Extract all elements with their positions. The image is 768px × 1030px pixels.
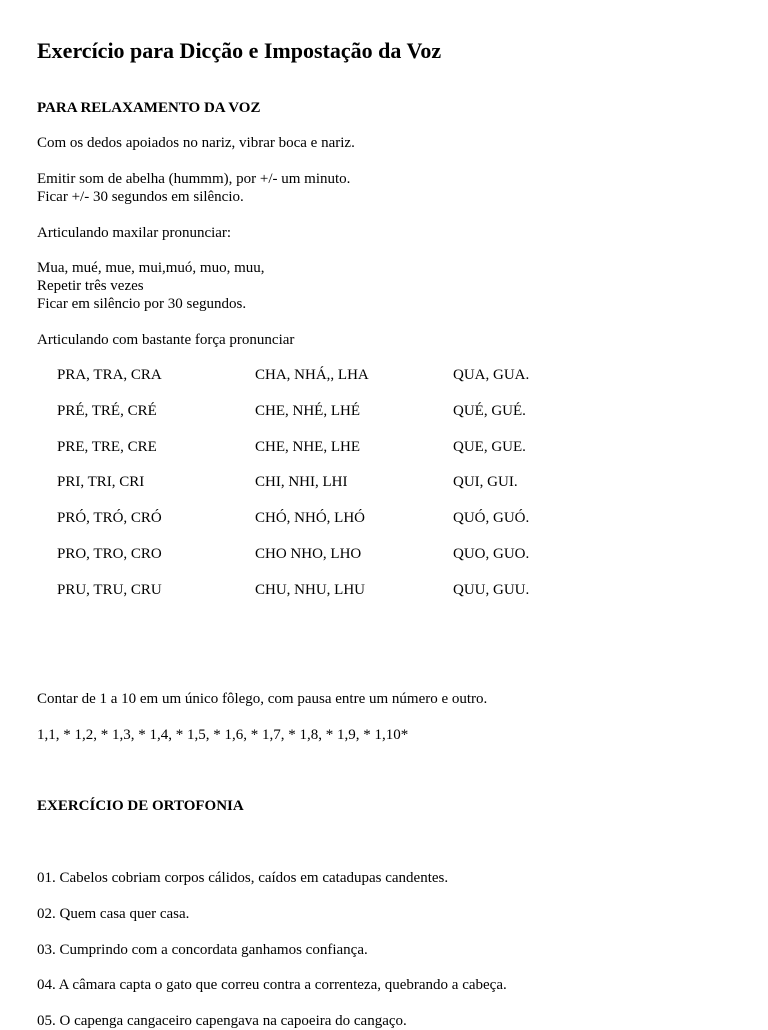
count-instruction: Contar de 1 a 10 em um único fôlego, com pausa entre um número e outro.	[37, 691, 488, 707]
syllable-cell: CHI, NHI, LHI	[255, 474, 348, 490]
phrase-item: 05. O capenga cangaceiro capengava na capoeira do cangaço.	[37, 1013, 407, 1029]
text-line: Repetir três vezes	[37, 278, 144, 294]
syllable-cell: QUI, GUI.	[453, 474, 518, 490]
text-line: Ficar +/- 30 segundos em silêncio.	[37, 189, 244, 205]
table-row	[57, 402, 657, 422]
phrase-item: 03. Cumprindo com a concordata ganhamos confiança.	[37, 942, 368, 958]
syllable-cell: PRU, TRU, CRU	[57, 582, 162, 598]
text-line: Com os dedos apoiados no nariz, vibrar boca e nariz.	[37, 135, 355, 151]
section-heading-relaxamento: PARA RELAXAMENTO DA VOZ	[37, 100, 261, 116]
text-line: Ficar em silêncio por 30 segundos.	[37, 296, 247, 312]
syllable-cell: QUÉ, GUÉ.	[453, 403, 526, 419]
syllable-cell: QUO, GUO.	[453, 546, 530, 562]
text-line: Emitir som de abelha (hummm), por +/- um minuto.	[37, 171, 351, 187]
table-row	[57, 438, 657, 458]
syllable-cell: CHA, NHÁ,, LHA	[255, 367, 369, 383]
table-row	[57, 581, 657, 601]
syllable-cell: QUA, GUA.	[453, 367, 530, 383]
phrase-item: 01. Cabelos cobriam corpos cálidos, caídos em catadupas candentes.	[37, 870, 449, 886]
table-row	[57, 509, 657, 529]
table-row	[57, 545, 657, 565]
syllable-cell: CHE, NHE, LHE	[255, 439, 360, 455]
syllable-cell: CHE, NHÉ, LHÉ	[255, 403, 360, 419]
syllable-cell: QUU, GUU.	[453, 582, 530, 598]
syllable-cell: CHU, NHU, LHU	[255, 582, 365, 598]
table-row	[57, 473, 657, 493]
table-row	[57, 366, 657, 386]
text-line: Articulando maxilar pronunciar:	[37, 225, 232, 241]
syllable-cell: PRÉ, TRÉ, CRÉ	[57, 403, 157, 419]
syllable-cell: PRO, TRO, CRO	[57, 546, 162, 562]
text-line: Mua, mué, mue, mui,muó, muo, muu,	[37, 260, 265, 276]
syllable-cell: CHÓ, NHÓ, LHÓ	[255, 510, 365, 526]
section-heading-ortofonia: EXERCÍCIO DE ORTOFONIA	[37, 798, 244, 814]
document-title: Exercício para Dicção e Impostação da Voz	[37, 38, 442, 63]
syllable-cell: CHO NHO, LHO	[255, 546, 362, 562]
count-sequence: 1,1, * 1,2, * 1,3, * 1,4, * 1,5, * 1,6, * 1,7, * 1,8, * 1,9, * 1,10*	[37, 727, 409, 743]
syllable-cell: QUE, GUE.	[453, 439, 526, 455]
syllable-cell: PRI, TRI, CRI	[57, 474, 145, 490]
syllable-cell: PRE, TRE, CRE	[57, 439, 157, 455]
text-line: Articulando com bastante força pronunciar	[37, 332, 295, 348]
phrase-item: 04. A câmara capta o gato que correu contra a correnteza, quebrando a cabeça.	[37, 977, 507, 993]
syllable-cell: PRA, TRA, CRA	[57, 367, 162, 383]
syllable-cell: QUÓ, GUÓ.	[453, 510, 530, 526]
phrase-item: 02. Quem casa quer casa.	[37, 906, 190, 922]
syllable-cell: PRÓ, TRÓ, CRÓ	[57, 510, 162, 526]
